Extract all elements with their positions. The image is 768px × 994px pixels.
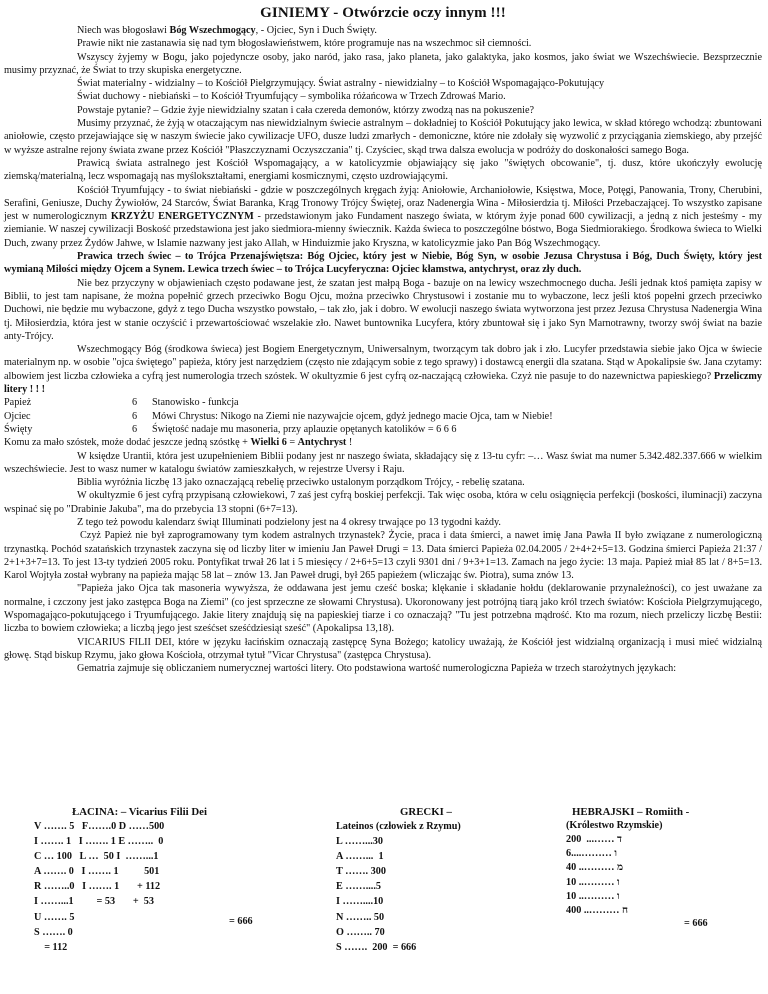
paragraph: Prawicą świata astralnego jest Kościół Wspomagający, a w katolicyzmie objawiający się jako "świętych obcowanie", tj. dusz, które ukończyły ewolucję ziemską/materialną, lecz wspomagają nas myślokształtami, energiami kosmicznymi, często uzdrowiającymi. — [4, 157, 762, 183]
list-item-name: Święty — [4, 423, 33, 435]
greek-line: T ……. 300 — [336, 866, 386, 878]
hebrew-line: ו ………....6 — [566, 848, 617, 860]
bold-text: Bóg Wszechmogący — [169, 25, 256, 36]
bold-text: Przeliczmy litery ! ! ! — [4, 370, 762, 396]
latin-heading: ŁACINA: – Vicarius Filii Dei — [72, 806, 207, 818]
hebrew-line: ד ……... 200 — [566, 834, 622, 845]
bold-text: Antychryst — [297, 437, 347, 449]
greek-line: N …….. 50 — [336, 911, 385, 923]
latin-line: A ……. 0 I ……. 1 501 — [34, 866, 160, 878]
text: Wszechmogący Bóg (środkowa świeca) jest Bogiem Energetycznym, Uniwersalnym, tworzącym tak dobro jak i zło. Lucyfer przedstawia siebie jako Ojca w świecie materialnym np. w osobie "ojca świętego" papieża, który jest narzędziem (często nie zdającym sobie z tego sprawy) i dostawcą energii dla szatana. Stąd w Apokalipsie św. Jana czytamy: albowiem jest liczba człowieka a cyfrą jest numerologia trzech szóstek. W okultyzmie 6 jest cyfrą oz-naczającą człowieka. Czyż nie pasuje to do nazewnictwa papieskiego? — [4, 344, 762, 382]
list-item — [4, 410, 762, 423]
greek-table — [336, 806, 516, 955]
greek-line: E ……....5 — [336, 881, 381, 893]
paragraph: Świat materialny - widzialny – to Kościół Pielgrzymujący. Świat astralny - niewidzialny – to Kościół Wspomagająco-Pokutujący — [77, 78, 605, 90]
page-title: GINIEMY - Otwórzcie oczy innym !!! — [260, 5, 506, 21]
latin-total: = 666 — [229, 916, 253, 927]
text: Kościół Tryumfujący - to świat niebiański - gdzie w poszczególnych kręgach żyją: Aniołowie, Archaniołowie, Księstwa, Moce, Potęgi, Panowania, Trony, Cherubini, Serafini, Geniusze, Duchy Żywiołów, 24 Starców, Świat Baranka, Krąg Tronowy Trójcy Świętej, oraz Nadenergia Wina - Miłosierdzia tj. Miłości Przebaczającej. To wszystko zapisane jest w numerologicznym — [4, 184, 762, 223]
paragraph: Biblia wyróżnia liczbę 13 jako oznaczającą rebelię przeciwko ustalonym porządkom Trójcy, - rebelię szatana. — [77, 477, 525, 489]
list-item-name: Papież — [4, 397, 32, 409]
greek-heading: GRECKI – — [400, 806, 452, 818]
text: Komu za mało szóstek, może dodać jeszcze jedną szóstkę + — [4, 437, 251, 449]
list-item-number: 6 — [132, 423, 138, 435]
list-item-name: Ojciec — [4, 410, 31, 422]
text: , - Ojciec, Syn i Duch Święty. — [255, 25, 377, 36]
hebrew-line: מ ……….. 40 — [566, 862, 623, 874]
list-item-text: Stanowisko - funkcja — [152, 397, 239, 409]
hebrew-line: ח ……….. 400 — [566, 905, 629, 917]
paragraph: Prawie nikt nie zastanawia się nad tym błogosławieństwem, które programuje nas na wszechmoc sił ciemności. — [77, 38, 532, 50]
paragraph: Czyż Papież nie był zaprogramowany tym kodem astralnych trzynastek? Życie, praca i data śmierci, a nawet imię Jana Pawła II było związane z numerologiczną trzynastką. Pochód szatańskich trzynastek zaczyna się od liczby liter w imieniu Jan Paweł Drugi = 13. Data śmierci Papieża 02.04.2005 / 2+4+2+5=13. Godzina śmierci Papieża 21:37 / 2+1+3+7=13. To jest 13-ty tydzień 2005 roku. Pontyfikat trwał 26 lat i 5 miesięcy / 2+6+5=13 czyli 9301 dni / 9+3+1=13. Zamach na jego życie: 13 maja. Papież miał 85 lat / 8+5=13. Karol Wojtyła został wybrany na papieża mając 58 lat – znów 13. Jan Paweł drugi, był 265 papieżem (wliczając św. Piotra), suma znów 13. — [4, 530, 762, 582]
hebrew-subheading: (Królestwo Rzymskie) — [566, 820, 663, 831]
paragraph — [4, 343, 762, 396]
paragraph: Musimy przyznać, że żyją w otaczającym nas niewidzialnym świecie astralnym – dokładniej to Kościół Pokutujący jako lewica, w skład którego wchodzą: zbuntowani aniołowie, często przejawiające się w naszym świecie jako cywilizacje UFO, dusze ludzi zmarłych - demoniczne, które nie zdołały się wyzwolić z przyciągania ziemskiego, aby przejść w wyższe astralne rejony świata zwane przez Kościół "Płaszczyznami Oczyszczania" tj. Czyściec, skąd trwa dalsza ewolucja w podróży do doskonałości samego Boga. — [4, 118, 762, 156]
latin-line: I ……...1 = 53 + 53 — [34, 896, 154, 908]
list-item-number: 6 — [132, 397, 138, 409]
paragraph: Gematria zajmuje się obliczaniem numerycznej wartości litery. Oto podstawiona wartość numerologiczna Papieża w trzech starożytnych językach: — [77, 663, 677, 675]
latin-line: V ……. 5 F…….0 D ……500 — [34, 821, 165, 832]
list-item — [4, 423, 762, 436]
latin-line: R ……..0 I ……. 1 + 112 — [34, 881, 161, 893]
article-body — [4, 24, 762, 676]
hebrew-line: ו ……….. 10 — [566, 876, 620, 888]
paragraph: W księdze Urantii, która jest uzupełnieniem Biblii podany jest nr naszego świata, składający się z 13-tu cyfr: –… Wasz świat ma numer 5.342.482.337.666 w wielkim wszechświecie. Jest to wasz numer w katalogu światów zamieszkałych, w rejestrze Uversy i Raju. — [4, 450, 762, 475]
text: = — [286, 437, 298, 449]
list-item-text: Świętość nadaje mu masoneria, przy aplauzie opętanych katolików = 6 6 6 — [152, 423, 457, 435]
bold-text: KRZYŻU ENERGETYCZNYM — [110, 211, 254, 223]
paragraph — [4, 436, 762, 449]
paragraph — [4, 184, 762, 250]
hebrew-total: = 666 — [684, 918, 708, 930]
paragraph: Z tego też powodu kalendarz świąt Illuminati podzielony jest na 4 okresy trwające po 13 tygodni każdy. — [77, 516, 501, 528]
latin-line: U ……. 5 — [34, 911, 75, 923]
paragraph: Nie bez przyczyny w objawieniach często podawane jest, że szatan jest małpą Boga - bazuje on na lewicy wszechmocnego ducha. Jeśli jednak ktoś pamięta zapisy w Biblii, to jest tam napisane, że można popełnić grzech przeciwko Bogu Ojcu, można przeciwko Chrystusowi i zostanie mu to wybaczone, lecz jeśli ktoś popełni grzech przeciwko Duchowi, nie będzie mu wybaczone, gdyż z tego Ducha wszystko powstało, – tak zło, jak i dobro. W ewolucji naszego świata wytworzona jest przez Jezusa Chrystusa Nadenergia Wina tj. Miłosierdzia, która jest w stanie oczyścić i przewartościować wszelakie zło. Nawet buntownika Lucyfera, który zbuntował się i jako Syn Marnotrawny, tworzy swój świat na bazie anty-Trójcy. — [4, 277, 762, 342]
hebrew-heading: HEBRAJSKI – Romiith - — [572, 806, 690, 818]
paragraph — [4, 24, 762, 37]
paragraph: Wszyscy żyjemy w Bogu, jako pojedyncze osoby, jako naród, jako rasa, jako planeta, jako galaktyka, jako kosmos, jako świat we Wszechświecie. Bezsprzecznie musimy przyznać, że Świat to trzy skupiska energetyczne. — [4, 51, 762, 76]
gematria-tables — [4, 806, 762, 992]
greek-line: I ……....10 — [336, 896, 384, 908]
letter-count-list — [4, 396, 762, 436]
greek-line: O …….. 70 — [336, 926, 385, 938]
latin-line: S ……. 0 — [34, 926, 73, 938]
text: Niech was błogosławi — [77, 25, 170, 36]
latin-line: I ……. 1 I ……. 1 E …….. 0 — [34, 836, 164, 848]
greek-line: L ……...30 — [336, 836, 383, 848]
paragraph: VICARIUS FILII DEI, które w języku łacińskim oznaczają zastępcę Syna Bożego; katolicy uważają, że Kościół jest widzialną organizacją i musi mieć widzialną głowę. Stąd biskup Rzymu, jako głowa Kościoła, otrzymał tytuł "Vicar Chrystusa" (zastępca Chrystusa). — [4, 636, 762, 661]
greek-subheading: Lateinos (człowiek z Rzymu) — [336, 821, 461, 832]
text: - przedstawionym jako Fundament naszego świata, w którym żyje ponad 600 cywilizacji, a jedną z nich jesteśmy - my ziemianie. W naszej cywilizacji Boskość przedstawiona jest jako siedmiora-mienny świecznik. Każda świeca to poszczególne bóstwo, Boga Siedmiorakiego. Środkowa świeca to Wielki Duch, zwany przez Żydów Jahwe, w Islamie nazwany jest jako Allah, w Hinduizmie jako Kryszna, w katolicyzmie jako Pan Bóg Wszechmogący. — [4, 211, 762, 249]
paragraph: W okultyzmie 6 jest cyfrą przypisaną człowiekowi, 7 zaś jest cyfrą boskiej perfekcji. Tak więc osoba, która w celu osiągnięcia perfekcji (boskości, iluminacji) zaczyna wspinać się po "Drabinie Jakuba", ma do przebycia 13 stopni (6+7=13). — [4, 490, 762, 515]
list-item-text: Mówi Chrystus: Nikogo na Ziemi nie nazywajcie ojcem, gdyż jednego macie Ojca, tam w Niebie! — [152, 410, 553, 422]
bold-text: Wielki 6 — [250, 437, 287, 449]
document-page — [4, 0, 762, 994]
latin-line: = 112 — [34, 941, 68, 953]
text: ! — [346, 437, 353, 449]
hebrew-table — [566, 806, 756, 929]
paragraph-bold: Prawica trzech świec – to Trójca Przenajświętsza: Bóg Ojciec, który jest w Niebie, Bóg Syn, w osobie Jezusa Chrystusa i Bóg, Duch Święty, który jest wymianą Miłości między Ojcem a Synem. Lewica trzech świec – to Trójca Lucyferyczna: Ojciec kłamstwa, antychryst, oraz zły duch. — [4, 251, 762, 276]
list-item-number: 6 — [132, 410, 138, 422]
latin-line: C … 100 L … 50 I ……...1 — [34, 851, 159, 863]
paragraph: Świat duchowy - niebiański – to Kościół Tryumfujący – symbolika różańcowa w Trzech Zdrowaś Mario. — [77, 91, 506, 103]
paragraph: "Papieża jako Ojca tak masoneria wywyższa, że oddawana jest jemu cześć boska; klękanie i składanie hołdu (deklarowanie przynależności), co jest uważane za normalne, i czczony jest jako zastępca Boga na Ziemi" (co jest sprzeczne ze słowami Chrystusa). Ukoronowany jest potrójną tiarą jako król trzech światów: Kościoła Pielgrzymującego, Wspomagająco-pokutującego i Tryumfującego. Jakie litery znajdują się na papieskiej tiarze i co oznaczają? "Tu jest potrzebna mądrość. Kto ma rozum, niech przeliczy liczbę Bestii: liczba to bowiem człowieka; a liczbą jego jest sześćset sześćdziesiąt sześć" (Apokalipsa 13,18). — [4, 583, 762, 635]
latin-table — [34, 806, 234, 955]
greek-line: A ……... 1 — [336, 851, 384, 863]
list-item — [4, 396, 762, 409]
paragraph: Powstaje pytanie? – Gdzie żyje niewidzialny szatan i cała czereda demonów, którzy zwodzą nas na pokuszenie? — [77, 104, 535, 116]
hebrew-line: ו ……….. 10 — [566, 890, 620, 902]
greek-line: S ……. 200 = 666 — [336, 941, 417, 953]
